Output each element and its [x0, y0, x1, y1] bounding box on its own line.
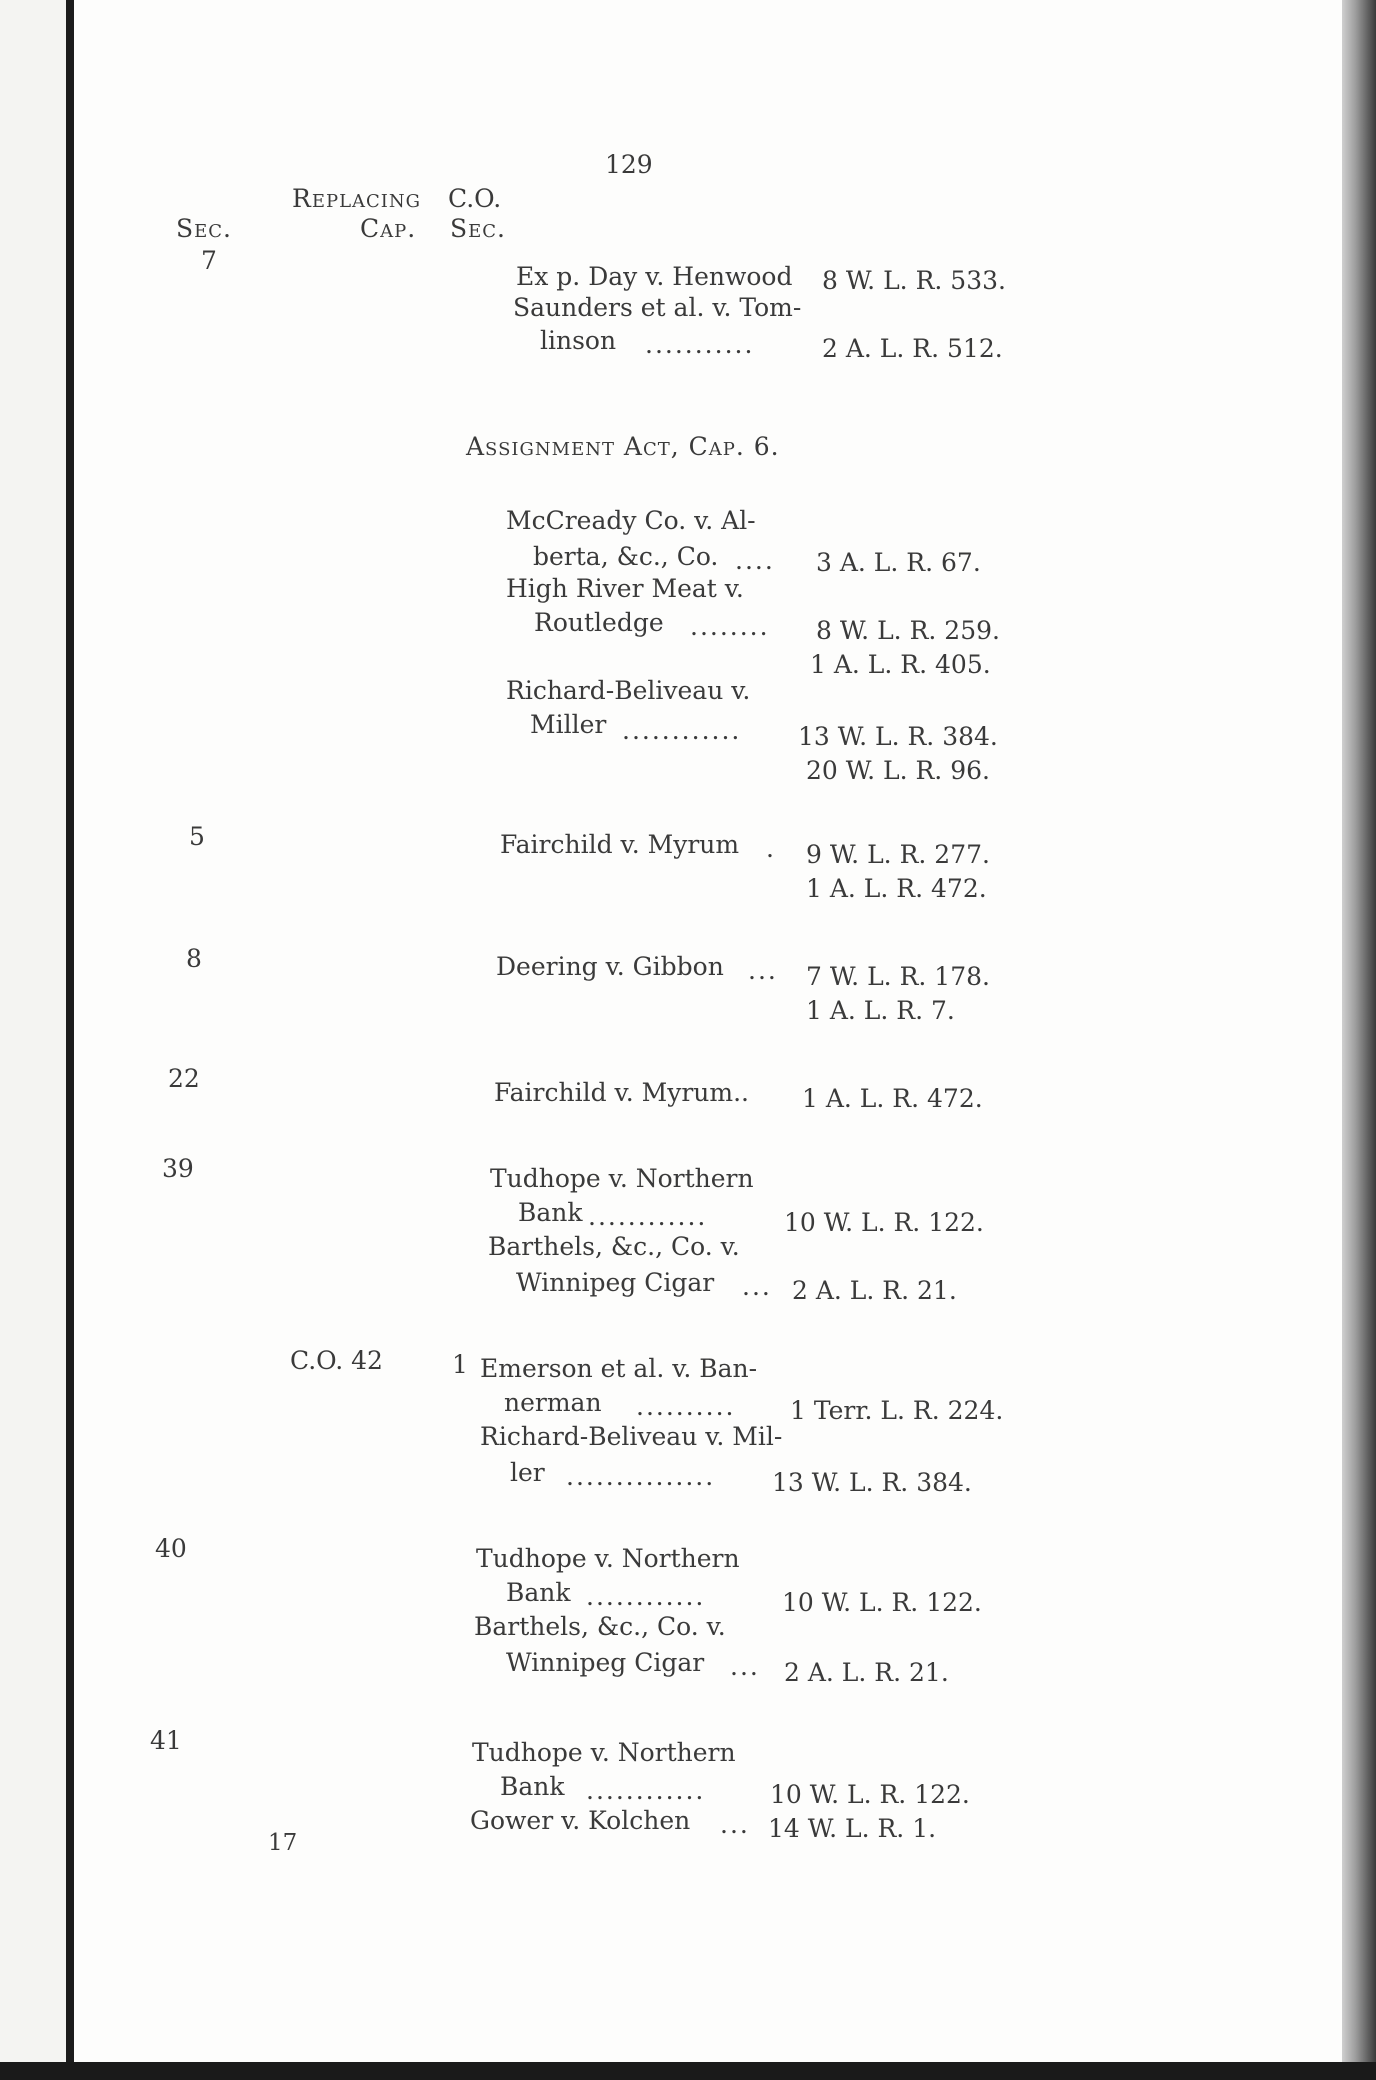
- leader-dots: ............: [588, 1202, 708, 1231]
- case-name: Winnipeg Cigar: [516, 1268, 715, 1297]
- citation: 2 A. L. R. 512.: [822, 334, 1003, 363]
- sec-number: 7: [201, 246, 217, 275]
- case-name: Routledge: [534, 608, 664, 637]
- case-name: Bank: [518, 1198, 583, 1227]
- leader-dots: ...........: [645, 330, 755, 359]
- citation: 10 W. L. R. 122.: [784, 1208, 984, 1237]
- case-name: Tudhope v. Northern: [472, 1738, 736, 1767]
- leader-dots: ...: [720, 1810, 750, 1839]
- leader-dots: ............: [622, 716, 742, 745]
- case-name: Deering v. Gibbon: [496, 952, 724, 981]
- citation: 9 W. L. R. 277.: [806, 840, 990, 869]
- section-heading: Assignment Act, Cap. 6.: [466, 432, 780, 461]
- citation: 8 W. L. R. 533.: [822, 266, 1006, 295]
- leader-dots: ...: [748, 956, 778, 985]
- case-name: nerman: [504, 1388, 602, 1417]
- header-cap: Cap.: [360, 214, 417, 243]
- left-margin: [0, 0, 74, 2080]
- case-name: Richard-Beliveau v.: [506, 676, 751, 705]
- header-sec-left: Sec.: [176, 214, 232, 243]
- leader-dots: ....: [735, 546, 775, 575]
- citation: 10 W. L. R. 122.: [782, 1588, 982, 1617]
- case-name: Gower v. Kolchen: [470, 1806, 691, 1835]
- header-sec: Sec.: [450, 214, 506, 243]
- sec-number: 41: [150, 1726, 182, 1755]
- case-name: Bank: [500, 1772, 565, 1801]
- sec-number: 5: [189, 822, 205, 851]
- case-name: Fairchild v. Myrum..: [494, 1078, 749, 1107]
- case-name: McCready Co. v. Al-: [506, 506, 756, 535]
- signature-mark: 17: [268, 1830, 298, 1856]
- citation: 20 W. L. R. 96.: [806, 756, 990, 785]
- case-name: Richard-Beliveau v. Mil-: [480, 1422, 783, 1451]
- case-name: Ex p. Day v. Henwood: [516, 262, 793, 291]
- citation: 13 W. L. R. 384.: [772, 1468, 972, 1497]
- case-name: Fairchild v. Myrum: [500, 830, 740, 859]
- citation: 8 W. L. R. 259.: [816, 616, 1000, 645]
- citation: 7 W. L. R. 178.: [806, 962, 990, 991]
- case-name: Barthels, &c., Co. v.: [488, 1232, 740, 1261]
- sec-number: 22: [168, 1064, 200, 1093]
- citation: 2 A. L. R. 21.: [792, 1276, 957, 1305]
- leader-dots: ............: [586, 1582, 706, 1611]
- co-sec-ref: 1: [452, 1350, 468, 1379]
- leader-dots: ...: [742, 1272, 772, 1301]
- case-name: berta, &c., Co.: [533, 542, 719, 571]
- case-name: Bank: [506, 1578, 571, 1607]
- case-name: Barthels, &c., Co. v.: [474, 1612, 726, 1641]
- citation: 1 A. L. R. 472.: [806, 874, 987, 903]
- case-name: Tudhope v. Northern: [490, 1164, 754, 1193]
- case-name: High River Meat v.: [506, 574, 744, 603]
- citation: 2 A. L. R. 21.: [784, 1658, 949, 1687]
- leader-dots: ...............: [566, 1462, 716, 1491]
- case-name: Emerson et al. v. Ban-: [480, 1354, 758, 1383]
- book-spine: [66, 0, 74, 2080]
- sec-number: 40: [155, 1534, 187, 1563]
- header-replacing: Replacing: [292, 184, 422, 213]
- leader-dots: ...: [730, 1652, 760, 1681]
- case-name: Miller: [530, 710, 607, 739]
- citation: 10 W. L. R. 122.: [770, 1780, 970, 1809]
- page-edge: [1342, 0, 1376, 2080]
- citation: 1 Terr. L. R. 224.: [790, 1396, 1004, 1425]
- citation: 3 A. L. R. 67.: [816, 548, 981, 577]
- leader-dots: ............: [586, 1776, 706, 1805]
- case-name: linson: [540, 326, 617, 355]
- co-cap-ref: C.O. 42: [290, 1346, 383, 1375]
- leader-dots: ..........: [636, 1392, 736, 1421]
- sec-number: 8: [186, 944, 202, 973]
- page-number: 129: [605, 150, 653, 179]
- header-co: C.O.: [448, 184, 502, 213]
- leader-dots: .: [766, 834, 774, 863]
- sec-number: 39: [162, 1154, 194, 1183]
- case-name: Tudhope v. Northern: [476, 1544, 740, 1573]
- case-name: Saunders et al. v. Tom-: [513, 293, 802, 322]
- citation: 14 W. L. R. 1.: [768, 1814, 937, 1843]
- citation: 13 W. L. R. 384.: [798, 722, 998, 751]
- citation: 1 A. L. R. 472.: [802, 1084, 983, 1113]
- scan-border: [0, 2062, 1376, 2080]
- case-name: ler: [510, 1458, 545, 1487]
- leader-dots: ........: [690, 612, 770, 641]
- citation: 1 A. L. R. 405.: [810, 650, 991, 679]
- case-name: Winnipeg Cigar: [506, 1648, 705, 1677]
- citation: 1 A. L. R. 7.: [806, 996, 955, 1025]
